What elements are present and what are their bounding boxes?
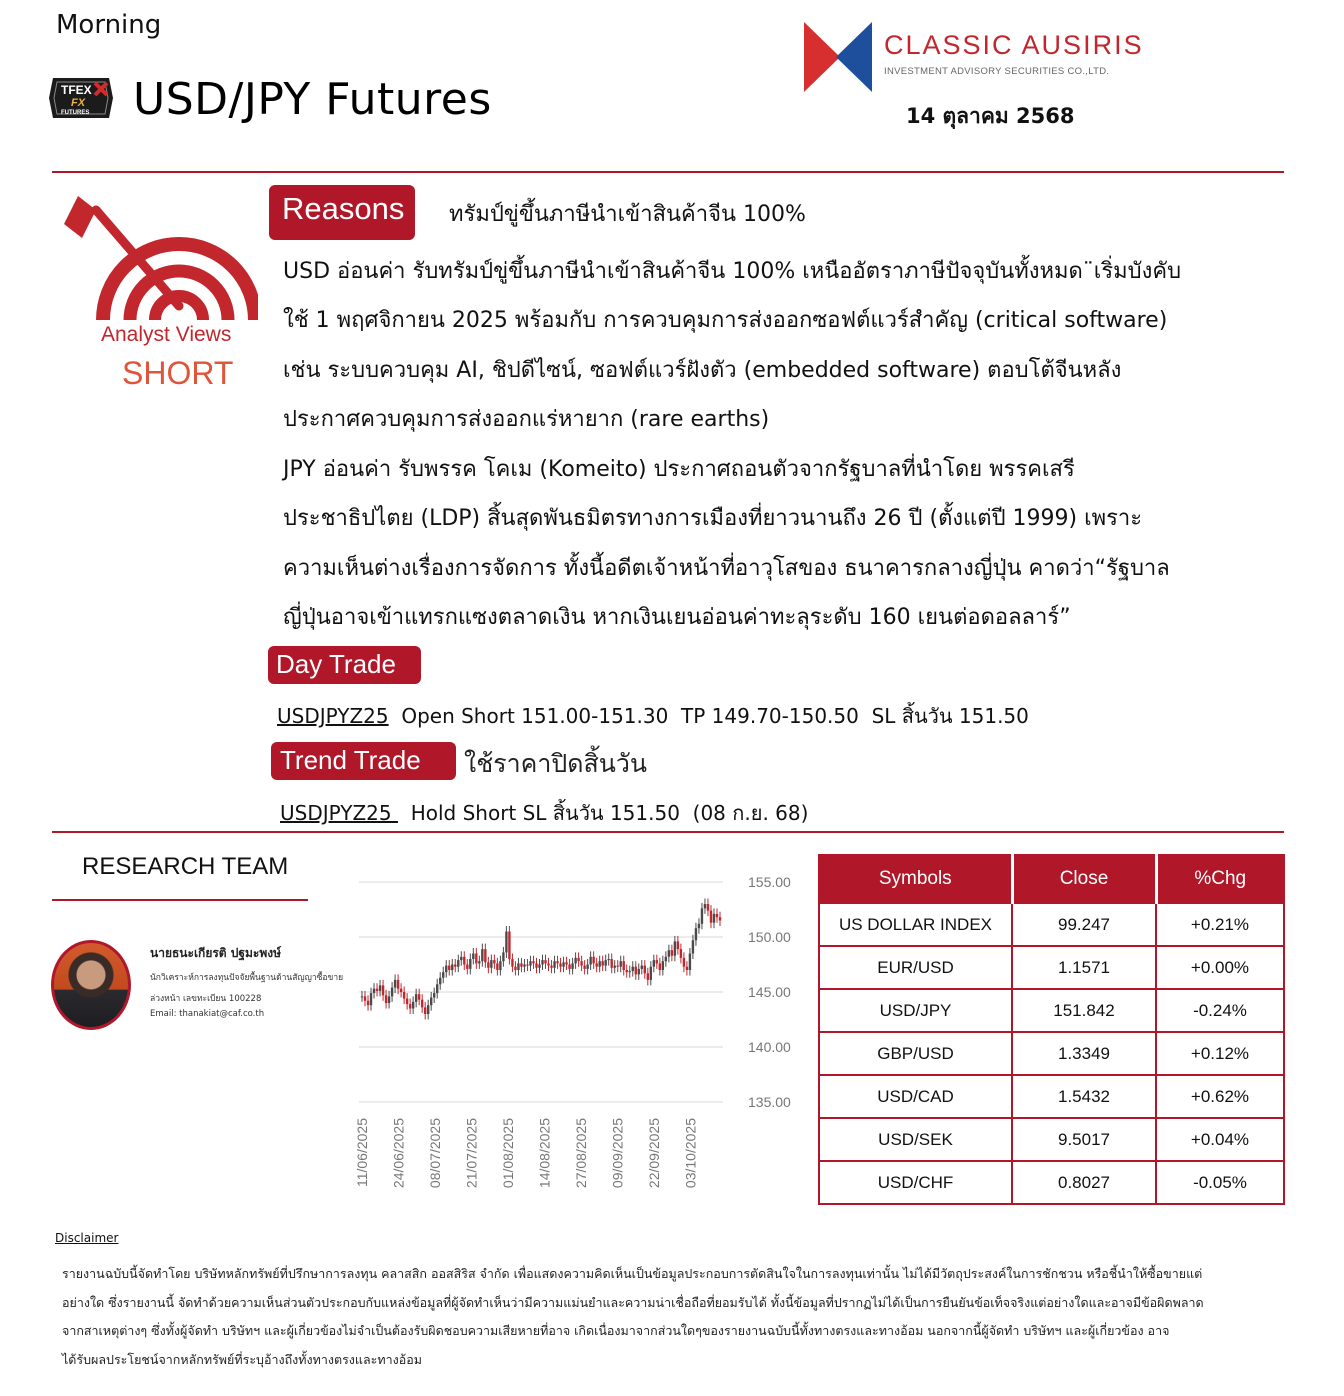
candle-body [550, 966, 552, 968]
candle-body [520, 963, 522, 966]
candle-body [364, 996, 366, 1000]
candle-body [415, 994, 417, 1002]
reasons-badge: Reasons [269, 185, 415, 240]
candle-body [635, 967, 637, 975]
column-header: Close [1012, 855, 1156, 903]
symbol-cell: USD/CHF [819, 1161, 1012, 1204]
candle-body [562, 962, 564, 966]
candle-body [538, 965, 540, 968]
analyst-name: นายธนะเกียรติ ปฐมะพงษ์ [150, 946, 282, 960]
candle-body [653, 960, 655, 967]
candle-body [692, 940, 694, 953]
candle-body [418, 994, 420, 1000]
candle-body [716, 914, 718, 917]
candle-body [385, 995, 387, 1003]
candle-body [511, 959, 513, 967]
candle-body [424, 1007, 426, 1014]
candle-body [436, 984, 438, 993]
candle-body [370, 993, 372, 1005]
candle-body [583, 966, 585, 969]
reason-line: เช่น ระบบควบคุม AI, ชิปดีไซน์, ซอฟต์แวร์ฝังตัว (embedded software) ตอบโต้จีนหลัง [283, 358, 1122, 383]
change-cell: +0.12% [1156, 1032, 1284, 1075]
candle-body [388, 996, 390, 1003]
x-tick-label: 08/07/2025 [427, 1118, 443, 1189]
candle-body [412, 1002, 414, 1009]
candle-body [442, 972, 444, 978]
candle-body [472, 954, 474, 960]
candle-body [400, 989, 402, 992]
candle-body [475, 954, 477, 964]
candle-body [517, 963, 519, 970]
candle-body [394, 980, 396, 988]
candle-body [460, 957, 462, 960]
reason-line: ใช้ 1 พฤศจิกายน 2025 พร้อมกับ การควบคุมการส่งออกซอฟต์แวร์สำคัญ (critical software) [283, 308, 1168, 333]
disclaimer-line: รายงานฉบับนี้จัดทำโดย บริษัทหลักทรัพย์ที่ปรึกษาการลงทุน คลาสสิก ออสสิริส จำกัด เพื่อแสดงความคิดเห็นเป็นข้อมูลประกอบการตัดสินใจในการลงทุนเท่านั้น ไม่ได้มีวัตถุประสงค์ในการชักชวน หรือชี้นำให้ซื้อขายแต่ [62, 1266, 1203, 1281]
x-tick-label: 14/08/2025 [536, 1118, 553, 1189]
symbol-cell: USD/JPY [819, 989, 1012, 1032]
candle-body [704, 904, 706, 908]
divider [52, 899, 308, 901]
candle-body [680, 949, 682, 958]
candle-body [689, 954, 691, 971]
price-chart-svg [345, 862, 805, 1217]
trend-trade-badge: Trend Trade [271, 742, 456, 780]
candle-body [707, 904, 709, 911]
candle-body [490, 960, 492, 968]
table-row [819, 903, 1284, 946]
candle-body [710, 911, 712, 923]
x-tick-label: 22/09/2025 [646, 1118, 662, 1189]
y-tick-label: 140.00 [748, 1039, 791, 1055]
close-cell: 1.5432 [1012, 1075, 1156, 1118]
price-chart [345, 862, 805, 1217]
disclaimer-line: อย่างใด ซึ่งรายงานนี้ จัดทำด้วยความเห็นส่วนตัวประกอบกับแหล่งข้อมูลที่ผู้จัดทำเห็นว่ามีความแม่นยำและความน่าเชื่อถือที่ยอมรับได้ ทั้งนี้ข้อมูลที่ปรากฏไม่ได้เป็นการยืนยันข้อเท็จจริงแต่อย่างใดและอาจมีข้อผิดพลาด [62, 1295, 1204, 1310]
candle-body [604, 960, 606, 966]
candle-body [448, 966, 450, 970]
candle-body [623, 961, 625, 970]
candle-body [523, 965, 525, 967]
x-tick-label: 11/06/2025 [354, 1118, 370, 1188]
candle-body [529, 961, 531, 965]
candle-body [595, 963, 597, 966]
column-header: %Chg [1156, 855, 1284, 903]
page-title: USD/JPY Futures [133, 74, 492, 125]
candle-body [493, 960, 495, 963]
reason-line: ประชาธิปไตย (LDP) สิ้นสุดพันธมิตรทางการเมืองที่ยาวนานถึง 26 ปี (ตั้งแต่ปี 1999) เพราะ [283, 506, 1143, 531]
session-label: Morning [56, 10, 162, 40]
day-trade-detail: Open Short 151.00-151.30 TP 149.70-150.50 SL สิ้นวัน 151.50 [388, 704, 1029, 728]
candle-body [547, 963, 549, 965]
close-cell: 99.247 [1012, 903, 1156, 946]
svg-text:FX: FX [71, 97, 86, 109]
y-tick-label: 135.00 [748, 1094, 791, 1110]
candle-body [568, 965, 570, 969]
candle-body [571, 963, 573, 969]
disclaimer-line: ได้รับผลประโยชน์จากหลักทรัพย์ที่ระบุอ้างถึงทั้งทางตรงและทางอ้อม [62, 1352, 422, 1367]
candle-body [592, 957, 594, 964]
candle-body [508, 932, 510, 960]
candle-body [445, 966, 447, 973]
candle-body [535, 963, 537, 967]
candle-body [683, 958, 685, 967]
analyst-email: Email: thanakiat@caf.co.th [150, 1009, 265, 1019]
market-table [818, 854, 1285, 1205]
disclaimer-title: Disclaimer [55, 1231, 119, 1245]
change-cell: +0.21% [1156, 903, 1284, 946]
symbol-cell: US DOLLAR INDEX [819, 903, 1012, 946]
candle-body [650, 967, 652, 980]
change-cell: -0.05% [1156, 1161, 1284, 1204]
candle-body [620, 961, 622, 967]
reason-line: ญี่ปุ่นอาจเข้าแทรกแซงตลาดเงิน หากเงินเยนอ่อนค่าทะลุระดับ 160 เยนต่อดอลลาร์” [283, 605, 1071, 630]
table-row [819, 1075, 1284, 1118]
candle-body [553, 961, 555, 968]
disclaimer-line: จากสาเหตุต่างๆ ซึ่งทั้งผู้จัดทำ บริษัทฯ และผู้เกี่ยวข้องไม่จำเป็นต้องรับผิดชอบความเสียหายที่อาจ เกิดเนื่องมาจากส่วนใดๆของรายงานฉบับนี้ทั้งทางตรงและทางอ้อม นอกจากนี้ผู้จัดทำ บริษัทฯ และผู้เกี่ยวข้อง อาจ [62, 1323, 1170, 1338]
candle-body [713, 914, 715, 923]
candle-body [565, 962, 567, 964]
candle-body [403, 992, 405, 999]
candle-body [647, 973, 649, 980]
candle-body [382, 985, 384, 995]
close-cell: 0.8027 [1012, 1161, 1156, 1204]
table-header-row [819, 855, 1284, 903]
day-trade-symbol: USDJPYZ25 [277, 704, 389, 728]
candle-body [457, 960, 459, 967]
candle-body [617, 966, 619, 967]
candle-body [607, 959, 609, 960]
candle-body [532, 961, 534, 963]
candle-body [541, 960, 543, 964]
trend-trade-line [280, 797, 808, 829]
analyst-signal: SHORT [122, 355, 234, 391]
candle-body [502, 952, 504, 961]
svg-text:TFEX: TFEX [61, 83, 92, 97]
candle-body [367, 1001, 369, 1005]
candle-body [514, 967, 516, 970]
y-tick-label: 150.00 [748, 929, 791, 945]
candle-body [454, 965, 456, 967]
candle-body [430, 998, 432, 1006]
tfex-logo [47, 74, 115, 122]
candle-body [677, 941, 679, 949]
candle-body [376, 989, 378, 991]
candle-body [719, 917, 721, 920]
svg-text:FUTURES: FUTURES [61, 110, 90, 116]
candle-body [662, 961, 664, 970]
day-trade-line [277, 700, 1029, 732]
brand-subtitle: INVESTMENT ADVISORY SECURITIES CO.,LTD. [884, 66, 1110, 77]
candle-body [686, 967, 688, 970]
candle-body [406, 999, 408, 1005]
table-row [819, 989, 1284, 1032]
candle-body [478, 961, 480, 963]
candle-body [626, 970, 628, 972]
trend-trade-detail: Hold Short SL สิ้นวัน 151.50 (08 ก.ย. 68) [397, 801, 809, 825]
change-cell: -0.24% [1156, 989, 1284, 1032]
change-cell: +0.04% [1156, 1118, 1284, 1161]
x-tick-label: 24/06/2025 [390, 1118, 407, 1189]
candle-body [556, 961, 558, 963]
change-cell: +0.00% [1156, 946, 1284, 989]
candle-body [361, 996, 363, 997]
report-date: 14 ตุลาคม 2568 [906, 104, 1075, 128]
candle-body [577, 958, 579, 961]
candle-body [656, 960, 658, 963]
close-cell: 1.1571 [1012, 946, 1156, 989]
candle-body [695, 928, 697, 940]
symbol-cell: EUR/USD [819, 946, 1012, 989]
candle-body [469, 959, 471, 969]
candle-body [632, 967, 634, 971]
candle-body [574, 958, 576, 964]
candle-body [589, 957, 591, 965]
candle-body [481, 949, 483, 961]
change-cell: +0.62% [1156, 1075, 1284, 1118]
candle-body [409, 1004, 411, 1008]
x-tick-label: 03/10/2025 [682, 1118, 699, 1189]
column-header: Symbols [819, 855, 1012, 903]
candle-body [397, 980, 399, 989]
y-tick-label: 145.00 [748, 984, 791, 1000]
candle-body [638, 969, 640, 975]
candle-body [629, 971, 631, 972]
candle-body [427, 1005, 429, 1014]
x-tick-label: 27/08/2025 [573, 1118, 589, 1189]
candle-body [644, 966, 646, 974]
analyst-role: นักวิเคราะห์การลงทุนปัจจัยพื้นฐานด้านสัญญาซื้อขายล่วงหน้า เลขทะเบียน 100228 [150, 973, 344, 1004]
candle-body [433, 993, 435, 997]
day-trade-badge: Day Trade [268, 646, 421, 684]
y-tick-label: 155.00 [748, 874, 791, 890]
divider [52, 831, 1284, 833]
candle-body [598, 961, 600, 967]
reason-line: USD อ่อนค่า รับทรัมป์ขู่ขึ้นภาษีนำเข้าสินค้าจีน 100% เหนืออัตราภาษีปัจจุบันทั้งหมด¨เริ่มบังคับ [283, 259, 1182, 284]
trend-trade-note: ใช้ราคาปิดสิ้นวัน [464, 749, 647, 778]
table-row [819, 946, 1284, 989]
candle-body [484, 949, 486, 962]
candle-body [610, 959, 612, 968]
candle-body [526, 965, 528, 966]
candle-body [463, 957, 465, 965]
candle-body [614, 966, 616, 968]
candle-body [496, 963, 498, 970]
divider [52, 171, 1284, 173]
candle-body [559, 963, 561, 966]
candle-body [674, 941, 676, 955]
symbol-cell: USD/CAD [819, 1075, 1012, 1118]
close-cell: 1.3349 [1012, 1032, 1156, 1075]
candle-body [544, 960, 546, 963]
analyst-view-label: Analyst Views [101, 323, 232, 346]
candle-body [505, 932, 507, 953]
reason-line: JPY อ่อนค่า รับพรรค โคเม (Komeito) ประกาศถอนตัวจากรัฐบาลที่นำโดย พรรคเสรี [283, 457, 1075, 482]
symbol-cell: GBP/USD [819, 1032, 1012, 1075]
candle-body [580, 961, 582, 965]
candle-body [487, 962, 489, 968]
candle-body [601, 961, 603, 965]
table-row [819, 1032, 1284, 1075]
brand-name: CLASSIC AUSIRIS [884, 30, 1144, 60]
target-arrow-icon [62, 196, 258, 320]
candle-body [586, 965, 588, 969]
research-team-title: RESEARCH TEAM [82, 853, 289, 880]
x-tick-label: 21/07/2025 [463, 1118, 480, 1189]
candle-body [466, 965, 468, 969]
reason-line: ความเห็นต่างเรื่องการจัดการ ทั้งนี้อดีตเจ้าหน้าที่อาวุโสของ ธนาคารกลางญี่ปุ่น คาดว่า“รัฐบาล [283, 556, 1170, 581]
x-tick-label: 01/08/2025 [500, 1118, 516, 1189]
table-row [819, 1118, 1284, 1161]
table-row [819, 1161, 1284, 1204]
candle-body [373, 989, 375, 993]
reason-line: ประกาศควบคุมการส่งออกแร่หายาก (rare earths) [283, 407, 770, 432]
candle-body [451, 965, 453, 971]
candle-body [641, 966, 643, 969]
brand-logo-icon [804, 22, 872, 92]
avatar [51, 940, 131, 1030]
trend-trade-symbol: USDJPYZ25 [280, 801, 398, 825]
close-cell: 151.842 [1012, 989, 1156, 1032]
candle-body [701, 908, 703, 923]
candle-body [379, 985, 381, 991]
x-tick-label: 09/09/2025 [609, 1118, 626, 1189]
candle-body [659, 963, 661, 970]
symbol-cell: USD/SEK [819, 1118, 1012, 1161]
candle-body [668, 950, 670, 957]
candle-body [671, 950, 673, 956]
candle-body [391, 988, 393, 997]
close-cell: 9.5017 [1012, 1118, 1156, 1161]
candle-body [665, 957, 667, 961]
candle-body [698, 924, 700, 928]
reasons-headline: ทรัมป์ขู่ขึ้นภาษีนำเข้าสินค้าจีน 100% [449, 202, 806, 227]
candle-body [439, 978, 441, 985]
candle-body [421, 1000, 423, 1008]
candle-body [499, 961, 501, 970]
